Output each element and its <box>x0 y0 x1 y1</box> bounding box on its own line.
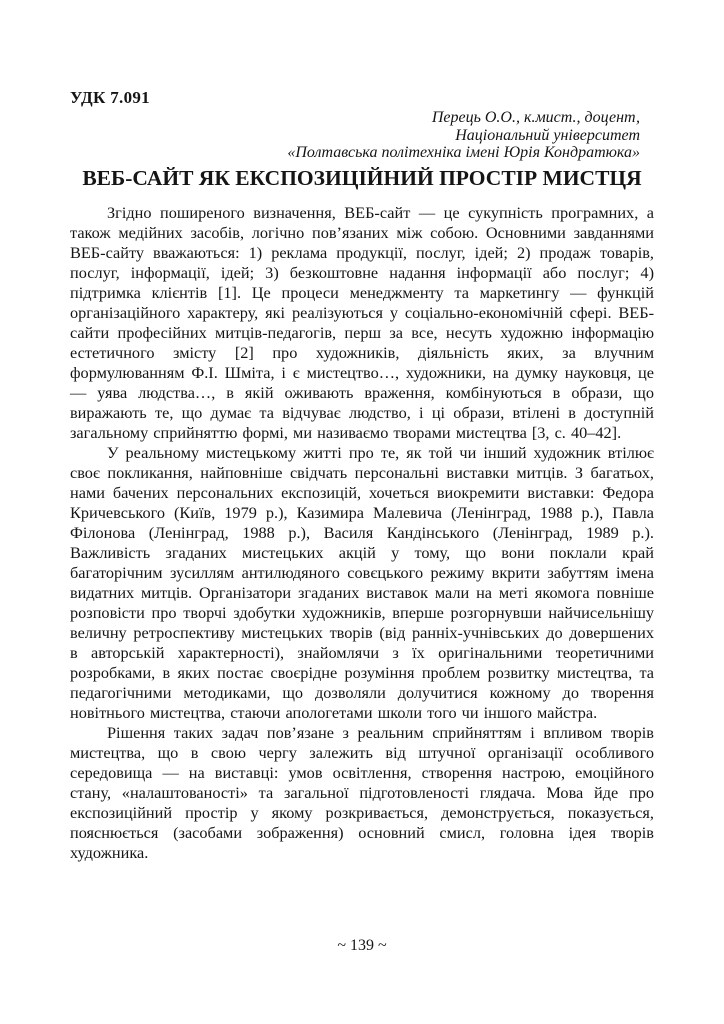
author-line-institution: «Полтавська політехніка імені Юрія Кондратюка» <box>287 144 640 161</box>
page-number: ~ 139 ~ <box>337 937 387 954</box>
author-line-name: Перець О.О., к.мист., доцент, <box>431 109 640 126</box>
article-title: ВЕБ-САЙТ ЯК ЕКСПОЗИЦІЙНИЙ ПРОСТІР МИСТЦЯ <box>82 165 642 190</box>
author-block <box>70 109 654 162</box>
article-body <box>70 203 654 863</box>
author-line-university: Національний університет <box>455 126 640 144</box>
page-content <box>70 87 654 863</box>
paragraph-2: У реальному мистецькому житті про те, як той чи інший художник втілює своє покликання, найповніше свідчать персональні виставки митців. З багатьох, нами бачених персональних експозицій, хочеться виокремити виставки: Федора Кричевського (Київ, 1979 р.), Казимира Малевича (Ленінград, 1988 р.), Павла Філонова (Ленінград, 1988 р.), Василя Кандінського (Ленінград, 1989 р.). Важливість згаданих мистецьких акцій у тому, що вони поклали край багаторічним зусиллям антилюдяного совєцького режиму вкрити забуттям імена видатних митців. Організатори згаданих виставок мали на меті якомога повніше розповісти про творчі здобутки художників, вперше розгорнувши найчисельнішу величну ретроспективу мистецьких творів (від ранніх-учнівських до довершених в авторській характерності), знайомлячи з їх оригінальними теоретичними розробками, в яких постає своєрідне розуміння проблем розвитку мистецтва, та педагогічними методиками, що дозволяли долучитися кожному до творення новітнього мистецтва, стаючи апологетами школи того чи іншого майстра. <box>70 442 654 722</box>
paragraph-1: Згідно поширеного визначення, ВЕБ-сайт — це сукупність програмних, а також медійних засобів, логічно пов’язаних між собою. Основними завданнями ВЕБ-сайту вважаються: 1) реклама продукції, послуг, ідей; 2) продаж товарів, послуг, інформації, ідей; 3) безкоштовне надання інформації або послуг; 4) підтримка клієнтів [1]. Це процеси менеджменту та маркетингу — функцій організаційного характеру, які реалізуються у соціально-економічній сфері. ВЕБ-сайти професійних митців-педагогів, перш за все, несуть художню інформацію естетичного змісту [2] про художників, діяльність яких, за влучним формулюванням Ф.І. Шміта, і є мистецтво…, художники, на думку науковця, це — уява людства…, в якій оживають враження, комбінуються в образи, що виражають те, що думає та відчуває людство, і ці образи, втілені в доступній загальному сприйняттю формі, ми називаємо творами мистецтва [3, с. 40–42]. <box>70 202 654 442</box>
udc-code: УДК 7.091 <box>70 88 150 107</box>
paragraph-3: Рішення таких задач пов’язане з реальним сприйняттям і впливом творів мистецтва, що в свою чергу залежить від штучної організації особливого середовища — на виставці: умов освітлення, створення настрою, емоційного стану, «налаштованості» та загальної підготовленості глядача. Мова йде про експозиційний простір у якому розкривається, демонструється, показується, пояснюється (засобами зображення) основний смисл, головна ідея творів художника. <box>70 722 654 862</box>
